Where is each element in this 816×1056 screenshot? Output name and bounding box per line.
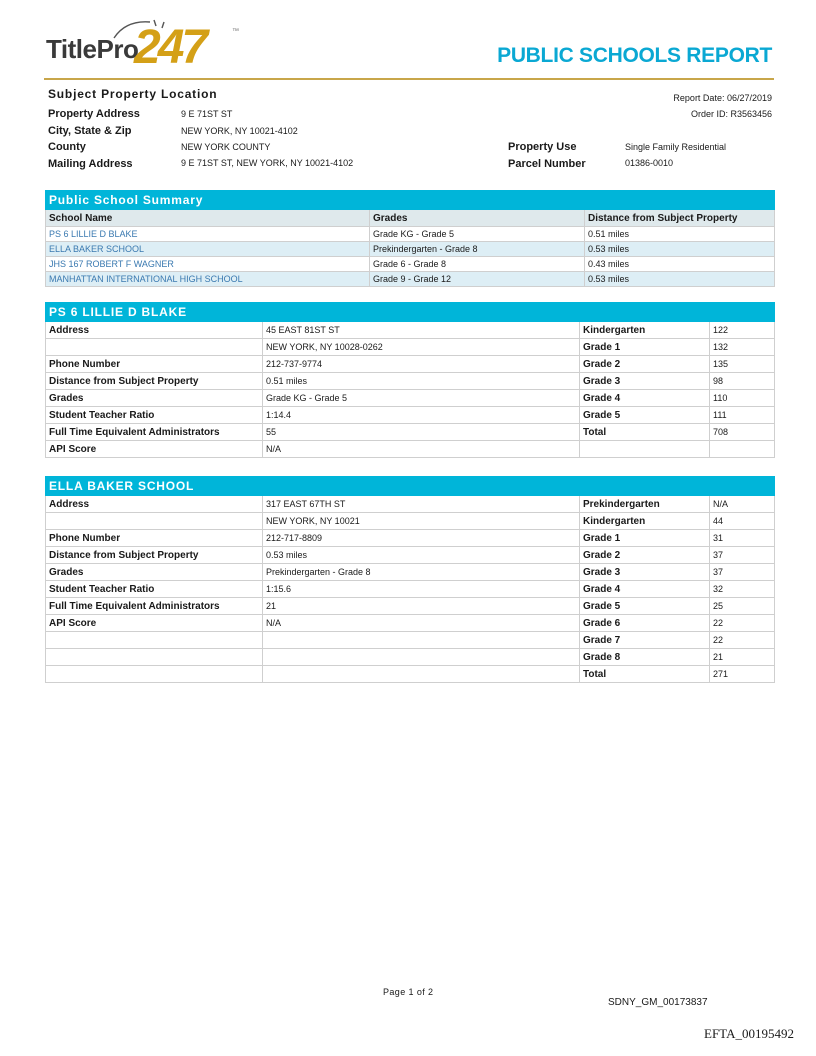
col-school-name: School Name — [46, 210, 370, 227]
row-label — [46, 632, 263, 649]
row-value: 21 — [263, 598, 580, 615]
row-label: Address — [46, 496, 263, 513]
grade-count: 25 — [710, 598, 775, 615]
grade-label: Grade 8 — [580, 649, 710, 666]
table-row — [46, 407, 775, 424]
row-value: 212-737-9774 — [263, 356, 580, 373]
col-distance: Distance from Subject Property — [585, 210, 775, 227]
table-row — [46, 441, 775, 458]
table-row — [46, 547, 775, 564]
school-link[interactable]: JHS 167 ROBERT F WAGNER — [46, 257, 370, 272]
table-row — [46, 513, 775, 530]
grade-count: 122 — [710, 322, 775, 339]
table-row — [46, 227, 775, 242]
grade-label: Grade 4 — [580, 390, 710, 407]
row-value: 45 EAST 81ST ST — [263, 322, 580, 339]
county-label: County — [48, 141, 86, 153]
property-use-label: Property Use — [508, 141, 577, 153]
row-label: Phone Number — [46, 530, 263, 547]
grade-label: Grade 5 — [580, 598, 710, 615]
grade-label: Total — [580, 666, 710, 683]
row-label — [46, 513, 263, 530]
row-value: 317 EAST 67TH ST — [263, 496, 580, 513]
logo-number: 247 — [134, 21, 206, 74]
property-address-label: Property Address — [48, 108, 140, 120]
grade-count: 271 — [710, 666, 775, 683]
school-title: PS 6 LILLIE D BLAKE — [46, 303, 775, 322]
school-summary-table — [45, 190, 775, 287]
grade-label: Grade 4 — [580, 581, 710, 598]
school-link[interactable]: ELLA BAKER SCHOOL — [46, 242, 370, 257]
mailing-address-label: Mailing Address — [48, 158, 133, 170]
grade-label: Kindergarten — [580, 513, 710, 530]
order-id: Order ID: R3563456 — [690, 109, 772, 119]
grade-label: Grade 3 — [580, 373, 710, 390]
grade-label: Grade 7 — [580, 632, 710, 649]
row-value: Grade KG - Grade 5 — [263, 390, 580, 407]
grade-count: 98 — [710, 373, 775, 390]
row-value — [263, 666, 580, 683]
cell-grades: Prekindergarten - Grade 8 — [370, 242, 585, 257]
row-label: Full Time Equivalent Administrators — [46, 424, 263, 441]
cell-distance: 0.53 miles — [585, 242, 775, 257]
row-value: 1:15.6 — [263, 581, 580, 598]
grade-label: Grade 3 — [580, 564, 710, 581]
table-row — [46, 242, 775, 257]
table-row — [46, 356, 775, 373]
table-row — [46, 581, 775, 598]
row-label: Distance from Subject Property — [46, 547, 263, 564]
grade-label: Grade 1 — [580, 530, 710, 547]
table-row — [46, 496, 775, 513]
grade-label — [580, 441, 710, 458]
grade-label: Grade 5 — [580, 407, 710, 424]
grade-count: 111 — [710, 407, 775, 424]
logo-text: TitlePro — [46, 34, 139, 64]
grade-label: Grade 2 — [580, 547, 710, 564]
row-value — [263, 632, 580, 649]
row-label: API Score — [46, 441, 263, 458]
city-state-zip-value: NEW YORK, NY 10021-4102 — [181, 126, 298, 136]
row-label — [46, 339, 263, 356]
cell-grades: Grade 9 - Grade 12 — [370, 272, 585, 287]
summary-title: Public School Summary — [46, 191, 775, 210]
table-row — [46, 598, 775, 615]
row-value: N/A — [263, 615, 580, 632]
grade-label: Kindergarten — [580, 322, 710, 339]
efta-stamp: EFTA_00195492 — [704, 1026, 794, 1041]
grade-count: 32 — [710, 581, 775, 598]
grade-label: Total — [580, 424, 710, 441]
report-date: Report Date: 06/27/2019 — [673, 93, 772, 103]
table-row — [46, 390, 775, 407]
row-value: Prekindergarten - Grade 8 — [263, 564, 580, 581]
row-value: N/A — [263, 441, 580, 458]
property-use-value: Single Family Residential — [625, 142, 727, 152]
page-number: Page 1 of 2 — [383, 987, 434, 997]
school-detail-ella-baker — [45, 476, 775, 683]
row-value: NEW YORK, NY 10028-0262 — [263, 339, 580, 356]
grade-count: 135 — [710, 356, 775, 373]
table-row — [46, 649, 775, 666]
table-row — [46, 530, 775, 547]
property-address-value: 9 E 71ST ST — [181, 109, 233, 119]
table-row — [46, 272, 775, 287]
grade-label: Prekindergarten — [580, 496, 710, 513]
col-grades: Grades — [370, 210, 585, 227]
cell-grades: Grade 6 - Grade 8 — [370, 257, 585, 272]
row-value: 0.51 miles — [263, 373, 580, 390]
row-value — [263, 649, 580, 666]
table-row — [46, 564, 775, 581]
city-state-zip-label: City, State & Zip — [48, 125, 132, 137]
row-value: 1:14.4 — [263, 407, 580, 424]
cell-distance: 0.51 miles — [585, 227, 775, 242]
grade-count: N/A — [710, 496, 775, 513]
mailing-address-value: 9 E 71ST ST, NEW YORK, NY 10021-4102 — [181, 158, 354, 168]
grade-count: 22 — [710, 632, 775, 649]
cell-distance: 0.43 miles — [585, 257, 775, 272]
table-row — [46, 373, 775, 390]
grade-count: 31 — [710, 530, 775, 547]
titlepro-logo — [46, 18, 246, 74]
row-label — [46, 649, 263, 666]
grade-count: 44 — [710, 513, 775, 530]
row-label — [46, 666, 263, 683]
bates-number: SDNY_GM_00173837 — [608, 997, 708, 1008]
table-row — [46, 339, 775, 356]
row-value: 0.53 miles — [263, 547, 580, 564]
row-value: 212-717-8809 — [263, 530, 580, 547]
row-label: Address — [46, 322, 263, 339]
row-label: Student Teacher Ratio — [46, 407, 263, 424]
grade-count: 37 — [710, 547, 775, 564]
school-detail-ps6 — [45, 302, 775, 458]
row-label: Student Teacher Ratio — [46, 581, 263, 598]
table-row — [46, 666, 775, 683]
row-label: Distance from Subject Property — [46, 373, 263, 390]
grade-label: Grade 1 — [580, 339, 710, 356]
row-label: Phone Number — [46, 356, 263, 373]
grade-label: Grade 2 — [580, 356, 710, 373]
row-value: NEW YORK, NY 10021 — [263, 513, 580, 530]
row-label: Grades — [46, 390, 263, 407]
school-link[interactable]: MANHATTAN INTERNATIONAL HIGH SCHOOL — [46, 272, 370, 287]
school-title: ELLA BAKER SCHOOL — [46, 477, 775, 496]
grade-label: Grade 6 — [580, 615, 710, 632]
row-label: Full Time Equivalent Administrators — [46, 598, 263, 615]
grade-count: 21 — [710, 649, 775, 666]
table-row — [46, 257, 775, 272]
row-label: Grades — [46, 564, 263, 581]
cell-distance: 0.53 miles — [585, 272, 775, 287]
logo-trademark: ™ — [232, 28, 239, 35]
grade-count — [710, 441, 775, 458]
cell-grades: Grade KG - Grade 5 — [370, 227, 585, 242]
grade-count: 22 — [710, 615, 775, 632]
table-row — [46, 424, 775, 441]
county-value: NEW YORK COUNTY — [181, 142, 271, 152]
grade-count: 708 — [710, 424, 775, 441]
subject-heading: Subject Property Location — [48, 87, 218, 101]
grade-count: 37 — [710, 564, 775, 581]
parcel-number-label: Parcel Number — [508, 158, 586, 170]
header-divider — [44, 78, 774, 80]
row-value: 55 — [263, 424, 580, 441]
table-row — [46, 632, 775, 649]
school-link[interactable]: PS 6 LILLIE D BLAKE — [46, 227, 370, 242]
grade-count: 110 — [710, 390, 775, 407]
grade-count: 132 — [710, 339, 775, 356]
parcel-number-value: 01386-0010 — [625, 158, 674, 168]
table-row — [46, 615, 775, 632]
row-label: API Score — [46, 615, 263, 632]
report-title: PUBLIC SCHOOLS REPORT — [497, 44, 772, 67]
table-row — [46, 322, 775, 339]
